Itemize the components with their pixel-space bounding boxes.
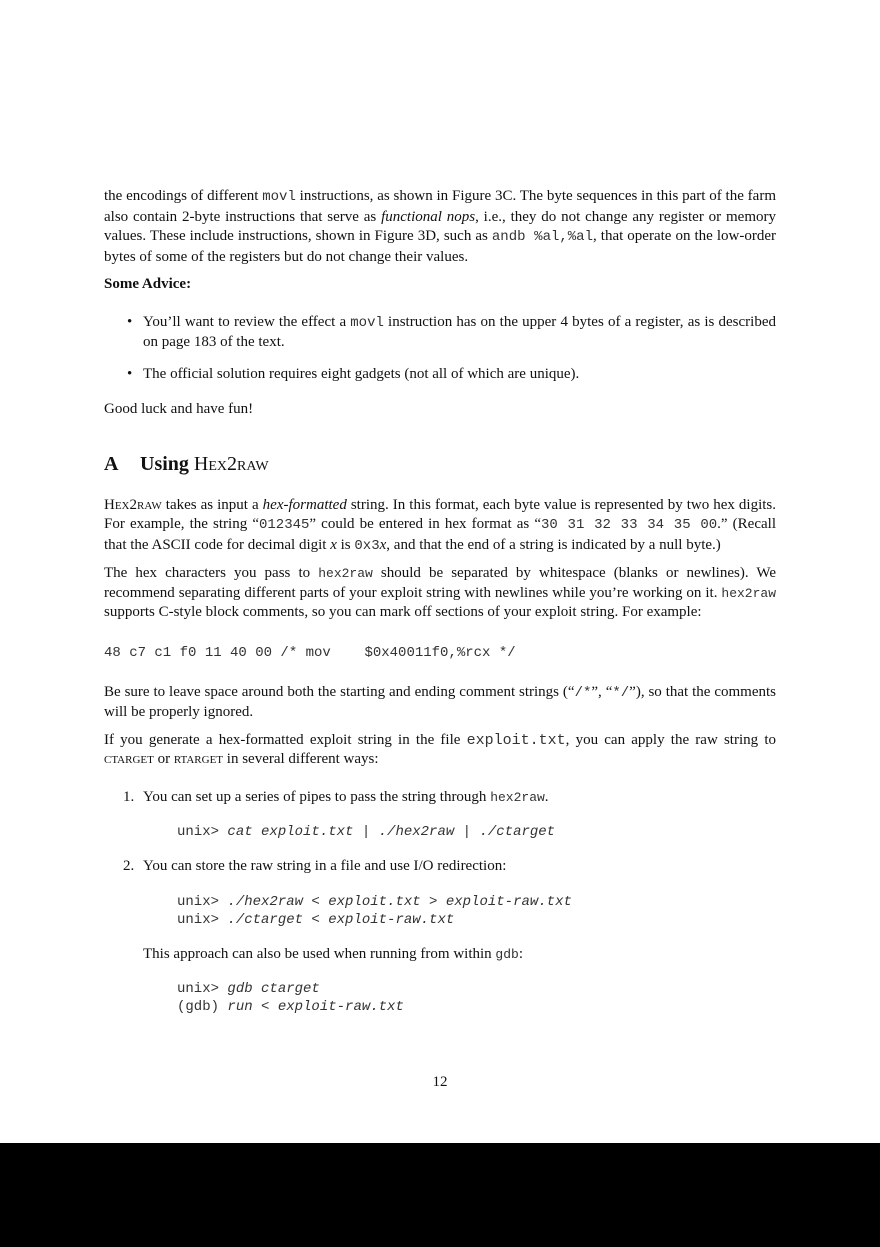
tool-name: hex2raw xyxy=(318,566,373,581)
command: ./ctarget < exploit-raw.txt xyxy=(227,911,455,928)
command: gdb ctarget xyxy=(227,981,320,997)
emphasis-functional-nops: functional nops xyxy=(381,208,476,225)
apply-paragraph xyxy=(104,731,776,770)
text: the encodings of different xyxy=(104,188,263,204)
code: 30 31 32 33 34 35 00 xyxy=(541,517,718,533)
code: */ xyxy=(612,684,630,701)
tool-name: Hex2raw xyxy=(104,496,162,513)
text: .” (Recall that the ASCII code for decimal digit xyxy=(104,516,776,553)
intro-paragraph xyxy=(104,187,776,267)
code-movl: movl xyxy=(262,189,296,205)
step-number: 1. xyxy=(123,788,135,805)
text: If you generate a hex-formatted exploit string in the file xyxy=(104,731,467,748)
section-title-prefix: Using xyxy=(140,452,194,475)
step-number: 2. xyxy=(123,858,135,874)
math-var: x xyxy=(330,536,337,553)
tool-name: hex2raw xyxy=(721,585,776,601)
text: , and that the end of a string is indicated by a null byte.) xyxy=(386,536,721,553)
text: ”), so that the comments will be properly ignored. xyxy=(104,683,776,720)
command-block xyxy=(177,823,776,841)
text: This approach can also be used when running from within xyxy=(143,945,496,962)
code: /* xyxy=(574,684,592,701)
code-andb: andb %al,%al xyxy=(491,229,593,245)
code: 012345 xyxy=(258,517,310,533)
text: is xyxy=(336,536,355,553)
gdb-note xyxy=(143,945,776,965)
text: , i.e., they do not change any register or memory values. These include instructions, shown in Figure 3D, such as xyxy=(104,208,776,244)
text: should be separated by whitespace (blanks or newlines). We recommend separating different parts of your exploit string with newlines while you’re working on it. xyxy=(104,565,776,601)
hex2raw-description xyxy=(104,496,776,557)
gdb-command-block xyxy=(177,980,776,1016)
advice-heading: Some Advice: xyxy=(104,276,192,292)
step-item xyxy=(123,788,776,842)
text: You can set up a series of pipes to pass the string through xyxy=(143,788,491,805)
command: ./hex2raw < exploit.txt > exploit-raw.txt xyxy=(227,893,572,910)
comment-spacing-paragraph xyxy=(104,683,776,723)
prompt: unix> xyxy=(177,981,228,997)
prompt: unix> xyxy=(177,911,228,928)
advice-item xyxy=(143,365,776,385)
prompt: unix> xyxy=(177,824,228,840)
command: cat exploit.txt | ./hex2raw | ./ctarget xyxy=(227,824,556,840)
text: Be sure to leave space around both the starting and ending comment strings (“ xyxy=(104,683,575,700)
text: instructions, as shown in Figure 3C. The byte sequences in this part of the farm also contain 2-byte instructions that serve as xyxy=(104,188,776,225)
prompt: unix> xyxy=(177,893,228,910)
text: You can store the raw string in a file and use I/O redirection: xyxy=(143,858,507,874)
command-block xyxy=(177,893,776,929)
text: The official solution requires eight gadgets (not all of which are unique). xyxy=(143,365,580,382)
advice-item xyxy=(143,313,776,353)
program-name: ctarget xyxy=(104,751,154,767)
text: string. In this format, each byte value is represented by two hex digits. For example, the string “ xyxy=(104,496,776,532)
text: or xyxy=(153,751,174,767)
step-text xyxy=(143,788,776,808)
section-heading xyxy=(104,452,776,476)
whitespace-paragraph xyxy=(104,564,776,623)
code-movl: movl xyxy=(350,314,384,331)
text: : xyxy=(518,945,523,962)
closing-line: Good luck and have fun! xyxy=(104,401,254,417)
text: takes as input a xyxy=(161,496,263,513)
command: run < exploit-raw.txt xyxy=(227,999,404,1015)
advice-list xyxy=(104,313,776,385)
text: , that operate on the low-order bytes of some of the registers but do not change their values. xyxy=(104,228,776,265)
section-number: A xyxy=(104,452,119,475)
text: . xyxy=(544,788,549,805)
steps-list xyxy=(104,788,776,1017)
text: You’ll want to review the effect a xyxy=(143,313,351,330)
page-content xyxy=(104,187,776,1016)
program-name: rtarget xyxy=(173,751,224,767)
text: ” could be entered in hex format as “ xyxy=(309,516,541,532)
code: 0x3 xyxy=(354,537,380,554)
text: , you can apply the raw string to xyxy=(565,731,776,748)
page-number: 12 xyxy=(432,1074,448,1090)
text: instruction has on the upper 4 bytes of a register, as is described on page 183 of the text. xyxy=(143,313,776,350)
emphasis: hex-formatted xyxy=(262,496,347,513)
step-item xyxy=(123,857,776,1016)
math-var: x xyxy=(379,536,387,553)
text: supports C-style block comments, so you can mark off sections of your exploit string. For example: xyxy=(104,604,702,620)
text: in several different ways: xyxy=(223,751,379,767)
prompt: (gdb) xyxy=(177,999,228,1015)
step-text xyxy=(143,857,776,877)
example-code-block: 48 c7 c1 f0 11 40 00 /* mov $0x40011f0,%rcx */ xyxy=(104,644,516,661)
tool-name: hex2raw xyxy=(490,789,545,805)
text: The hex characters you pass to xyxy=(104,565,319,581)
program-name: gdb xyxy=(495,946,519,962)
text: ”, “ xyxy=(591,683,613,700)
filename: exploit.txt xyxy=(466,731,566,749)
section-title-tool: Hex2raw xyxy=(193,452,269,475)
